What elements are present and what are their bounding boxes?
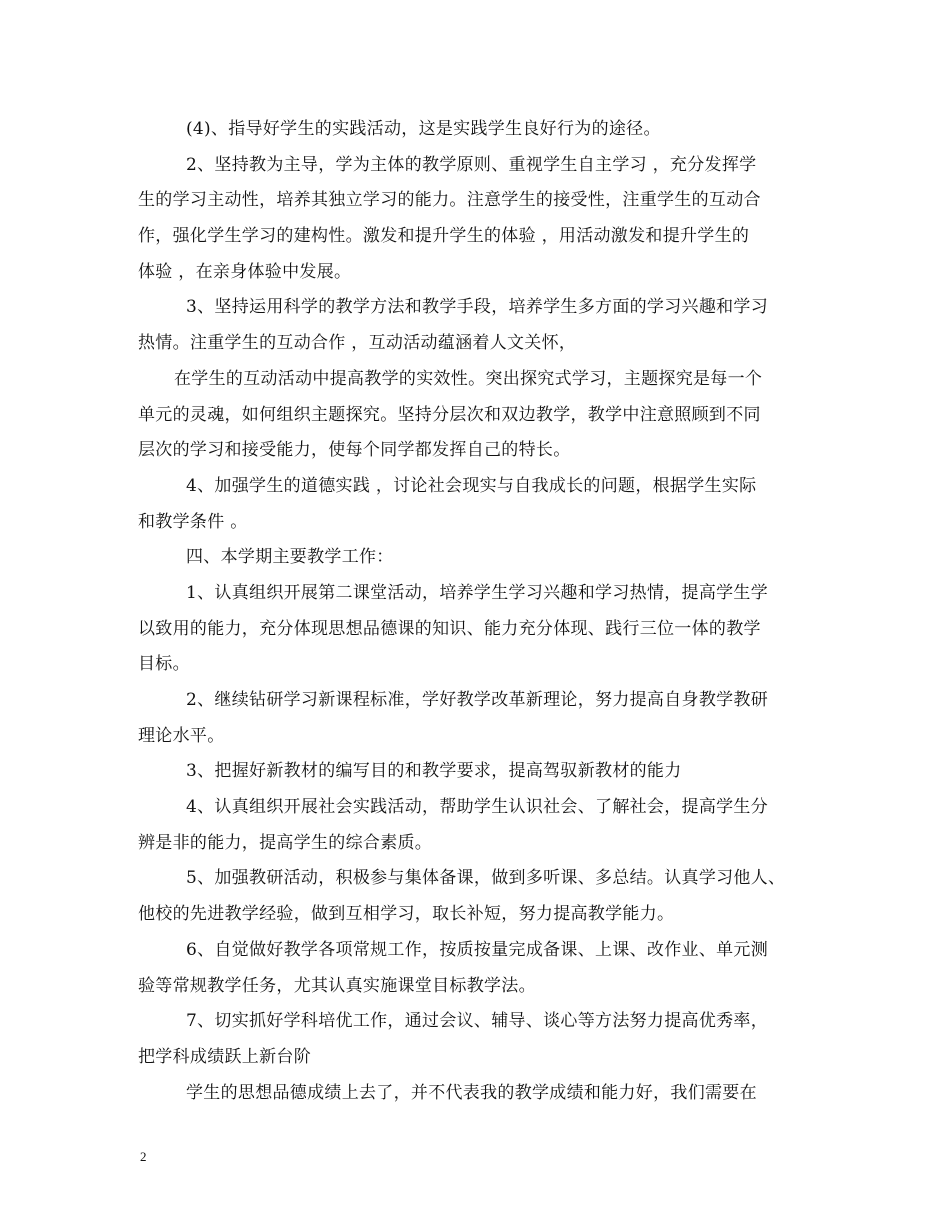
text-line: 学生的思想品德成绩上去了，并不代表我的教学成绩和能力好，我们需要在 — [186, 1082, 757, 1103]
text-line: 验等常规教学任务，尤其认真实施课堂目标教学法。 — [138, 975, 536, 996]
text-line: 2、继续钻研学习新课程标准，学好教学改革新理论，努力提高自身教学教研 — [186, 690, 769, 710]
text-line: 他校的先进教学经验，做到互相学习，取长补短，努力提高教学能力。 — [138, 904, 675, 925]
text-line: 4、认真组织开展社会实践活动，帮助学生认识社会、了解社会，提高学生分 — [186, 797, 769, 818]
text-line: 体验 ，在亲身体验中发展。 — [138, 261, 352, 282]
body-text — [138, 112, 828, 1111]
text-line: 3、把握好新教材的编写目的和教学要求，提高驾驭新教材的能力 — [186, 761, 682, 782]
text-line: 3、坚持运用科学的教学方法和教学手段，培养学生多方面的学习兴趣和学习 — [186, 297, 769, 318]
text-line: 7、切实抓好学科培优工作，通过会议、辅导、谈心等方法努力提高优秀率， — [186, 1011, 769, 1032]
text-line: 把学科成绩跃上新台阶 — [138, 1046, 311, 1067]
text-line: 4、加强学生的道德实践 ，讨论社会现实与自我成长的问题，根据学生实际 — [186, 475, 757, 496]
text-line: 6、自觉做好教学各项常规工作，按质按量完成备课、上课、改作业、单元测 — [186, 939, 769, 960]
text-line: 单元的灵魂，如何组织主题探究。坚持分层次和双边教学，教学中注意照顾到不同 — [138, 404, 761, 425]
text-line: 生的学习主动性，培养其独立学习的能力。注意学生的接受性，注重学生的互动合 — [138, 190, 761, 211]
text-line: 辨是非的能力，提高学生的综合素质。 — [138, 832, 433, 853]
text-line: 5、加强教研活动，积极参与集体备课，做到多听课、多总结。认真学习他人、 — [186, 868, 786, 889]
text-line: 目标。 — [138, 654, 190, 675]
text-line: (4)、指导好学生的实践活动，这是实践学生良好行为的途径。 — [186, 119, 661, 139]
text-line: 以致用的能力，充分体现思想品德课的知识、能力充分体现、践行三位一体的教学 — [138, 618, 761, 639]
section-heading: 四、本学期主要教学工作： — [186, 547, 394, 568]
text-line: 和教学条件 。 — [138, 511, 248, 532]
text-line: 1、认真组织开展第二课堂活动，培养学生学习兴趣和学习热情，提高学生学 — [186, 582, 769, 603]
text-line: 作，强化学生学习的建构性。激发和提升学生的体验 ，用活动激发和提升学生的 — [138, 226, 750, 247]
page-number: 2 — [140, 1149, 147, 1164]
text-line: 2、坚持教为主导，学为主体的教学原则、重视学生自主学习 ，充分发挥学 — [186, 154, 757, 175]
text-line: 理论水平。 — [138, 725, 225, 746]
text-line: 在学生的互动活动中提高教学的实效性。突出探究式学习，主题探究是每一个 — [174, 368, 763, 389]
text-line: 层次的学习和接受能力，使每个同学都发挥自己的特长。 — [138, 440, 571, 461]
text-line: 热情。注重学生的互动合作 ，互动活动蕴涵着人文关怀， — [138, 333, 577, 354]
